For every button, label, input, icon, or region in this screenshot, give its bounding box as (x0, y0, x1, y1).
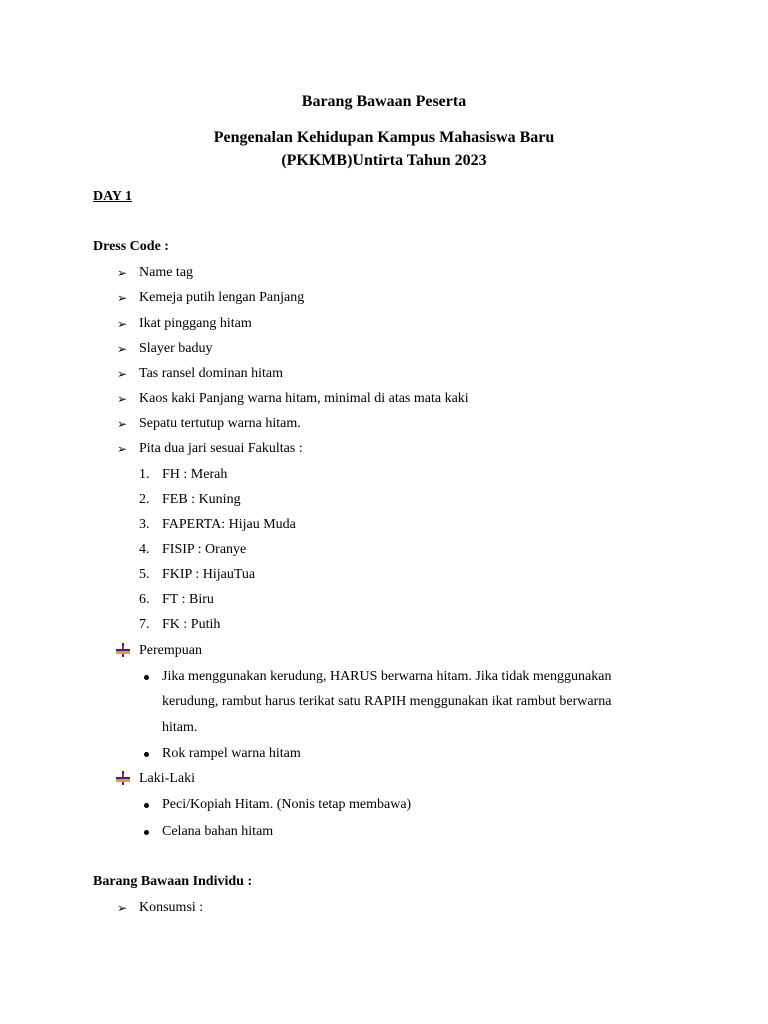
arrow-bullet-icon: ➢ (117, 901, 128, 915)
faculty-number: 7. (139, 617, 150, 632)
arrow-bullet-icon: ➢ (117, 317, 128, 331)
faculty-number: 5. (139, 567, 150, 582)
faculty-item: FH : Merah (162, 467, 228, 482)
faculty-number: 3. (139, 517, 150, 532)
list-item: Name tag (139, 265, 194, 280)
faculty-number: 6. (139, 592, 150, 607)
laki-item-1: Peci/Kopiah Hitam. (Nonis tetap membawa) (162, 797, 412, 812)
arrow-bullet-icon: ➢ (117, 342, 128, 356)
dot-bullet-icon (144, 675, 149, 680)
list-item: Tas ransel dominan hitam (139, 366, 284, 381)
perempuan-label: Perempuan (139, 643, 202, 658)
dot-bullet-icon (144, 830, 149, 835)
day-heading: DAY 1 (93, 189, 133, 204)
faculty-item: FAPERTA: Hijau Muda (162, 517, 296, 532)
perempuan-item-line3: hitam. (162, 720, 198, 735)
perempuan-item-line2: kerudung, rambut harus terikat satu RAPIH menggunakan ikat rambut berwarna (162, 694, 612, 709)
faculty-number: 4. (139, 542, 150, 557)
cross-bullet-icon (116, 771, 130, 785)
document-subtitle-line1: Pengenalan Kehidupan Kampus Mahasiswa Baru (213, 129, 555, 146)
list-item: Sepatu tertutup warna hitam. (139, 416, 301, 431)
laki-label: Laki-Laki (139, 771, 195, 786)
faculty-number: 1. (139, 467, 150, 482)
arrow-bullet-icon: ➢ (117, 392, 128, 406)
arrow-bullet-icon: ➢ (117, 417, 128, 431)
faculty-item: FEB : Kuning (162, 492, 241, 507)
cross-bullet-icon (116, 643, 130, 657)
arrow-bullet-icon: ➢ (117, 291, 128, 305)
list-item: Kemeja putih lengan Panjang (139, 290, 305, 305)
faculty-item: FKIP : HijauTua (162, 567, 256, 582)
faculty-item: FT : Biru (162, 592, 214, 607)
document-title: Barang Bawaan Peserta (301, 93, 467, 110)
arrow-bullet-icon: ➢ (117, 266, 128, 280)
list-item: Kaos kaki Panjang warna hitam, minimal di atas mata kaki (139, 391, 469, 406)
dot-bullet-icon (144, 752, 149, 757)
perempuan-item-line1: Jika menggunakan kerudung, HARUS berwarna hitam. Jika tidak menggunakan (162, 669, 612, 684)
individu-heading: Barang Bawaan Individu : (93, 874, 253, 889)
list-item: Ikat pinggang hitam (139, 316, 252, 331)
list-item: Pita dua jari sesuai Fakultas : (139, 441, 303, 456)
dot-bullet-icon (144, 803, 149, 808)
perempuan-item-2: Rok rampel warna hitam (162, 746, 301, 761)
list-item: Slayer baduy (139, 341, 213, 356)
document-subtitle-line2: (PKKMB)Untirta Tahun 2023 (281, 152, 487, 169)
list-item: Konsumsi : (139, 900, 204, 915)
faculty-item: FK : Putih (162, 617, 221, 632)
arrow-bullet-icon: ➢ (117, 442, 128, 456)
faculty-item: FISIP : Oranye (162, 542, 247, 557)
laki-item-2: Celana bahan hitam (162, 824, 274, 839)
arrow-bullet-icon: ➢ (117, 367, 128, 381)
dress-code-heading: Dress Code : (93, 239, 169, 254)
faculty-number: 2. (139, 492, 150, 507)
